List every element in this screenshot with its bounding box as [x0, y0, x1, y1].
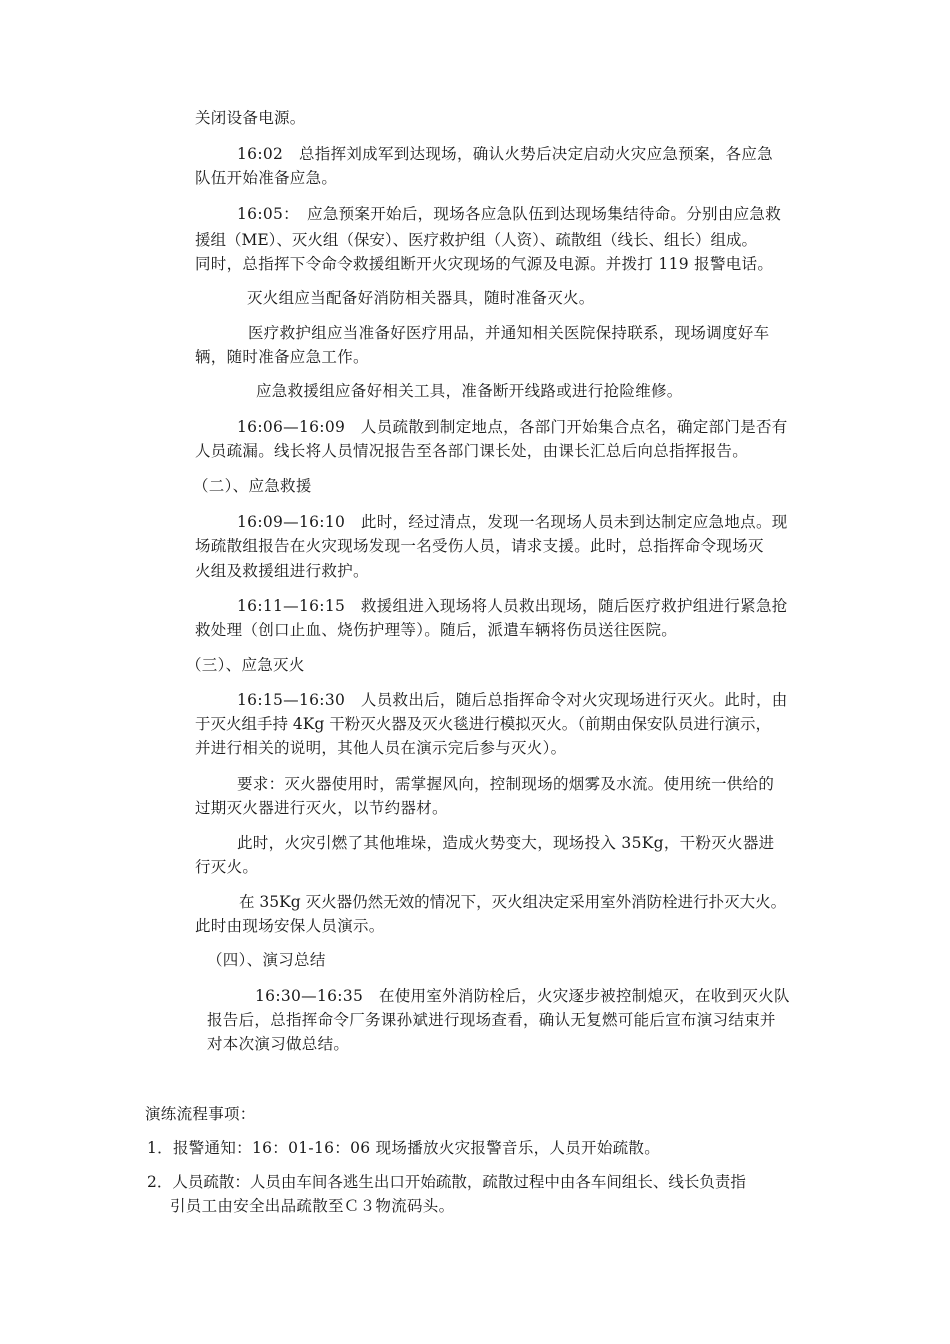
text-line: 行灭火。: [195, 858, 259, 876]
text-line: 16:09—16:10 此时，经过清点，发现一名现场人员未到达制定应急地点。现: [237, 513, 788, 531]
text-line: 同时，总指挥下令命令救援组断开火灾现场的气源及电源。并拨打 119 报警电话。: [195, 255, 774, 273]
text-line: 应急救援组应备好相关工具，准备断开线路或进行抢险维修。: [256, 382, 683, 400]
text-line: 16:15—16:30 人员救出后，随后总指挥命令对火灾现场进行灭火。此时，由: [237, 691, 788, 709]
text-line: 医疗救护组应当准备好医疗用品，并通知相关医院保持联系，现场调度好车: [248, 324, 770, 342]
text-line: 16:02 总指挥刘成军到达现场，确认火势后决定启动火灾应急预案，各应急: [237, 145, 773, 163]
section-heading: （二）、应急救援: [193, 477, 312, 495]
text-line: 此时，火灾引燃了其他堆垛，造成火势变大，现场投入 35Kg，干粉灭火器进: [237, 834, 775, 852]
text-line: 援组（ME）、灭火组（保安）、医疗救护组（人资）、疏散组（线长、组长）组成。: [195, 231, 757, 249]
text-line: 灭火组应当配备好消防相关器具，随时准备灭火。: [247, 289, 595, 307]
list-item: 1．报警通知：16：01-16：06 现场播放火灾报警音乐，人员开始疏散。: [147, 1139, 661, 1157]
text-line: 并进行相关的说明，其他人员在演示完后参与灭火）。: [195, 739, 567, 757]
text-line: 16:11—16:15 救援组进入现场将人员救出现场，随后医疗救护组进行紧急抢: [237, 597, 788, 615]
text-line: 救处理（创口止血、烧伤护理等）。随后，派遣车辆将伤员送往医院。: [195, 621, 678, 639]
text-line: 16:05： 应急预案开始后，现场各应急队伍到达现场集结待命。分别由应急救: [237, 205, 782, 223]
list-item: 2．人员疏散：人员由车间各逃生出口开始疏散，疏散过程中由各车间组长、线长负责指: [147, 1173, 746, 1191]
text-line: 过期灭火器进行灭火，以节约器材。: [195, 799, 448, 817]
text-line: 16:06—16:09 人员疏散到制定地点，各部门开始集合点名，确定部门是否有: [237, 418, 788, 436]
text-line: 关闭设备电源。: [195, 109, 306, 127]
text-line: 此时由现场安保人员演示。: [195, 917, 385, 935]
text-line: 要求：灭火器使用时，需掌握风向，控制现场的烟雾及水流。使用统一供给的: [237, 775, 775, 793]
text-line: 队伍开始准备应急。: [195, 169, 338, 187]
text-line: 报告后，总指挥命令厂务课孙斌进行现场查看，确认无复燃可能后宣布演习结束并: [207, 1011, 776, 1029]
text-line: 火组及救援组进行救护。: [195, 562, 369, 580]
text-line: 在 35Kg 灭火器仍然无效的情况下，灭火组决定采用室外消防栓进行扑灭大火。: [239, 893, 787, 911]
text-line: 辆，随时准备应急工作。: [195, 348, 369, 366]
section-heading: 演练流程事项：: [145, 1105, 256, 1123]
text-line: 人员疏漏。线长将人员情况报告至各部门课长处，由课长汇总后向总指挥报告。: [195, 442, 749, 460]
text-line: 引员工由安全出品疏散至Ｃ３物流码头。: [170, 1197, 455, 1215]
text-line: 16:30—16:35 在使用室外消防栓后，火灾逐步被控制熄灭，在收到灭火队: [255, 987, 790, 1005]
text-line: 于灭火组手持 4Kg 干粉灭火器及灭火毯进行模拟灭火。（前期由保安队员进行演示，: [195, 715, 771, 733]
text-line: 对本次演习做总结。: [207, 1035, 350, 1053]
text-line: 场疏散组报告在火灾现场发现一名受伤人员，请求支援。此时，总指挥命令现场灭: [195, 537, 764, 555]
section-heading: （四）、演习总结: [207, 951, 326, 969]
section-heading: （三）、应急灭火: [186, 656, 305, 674]
